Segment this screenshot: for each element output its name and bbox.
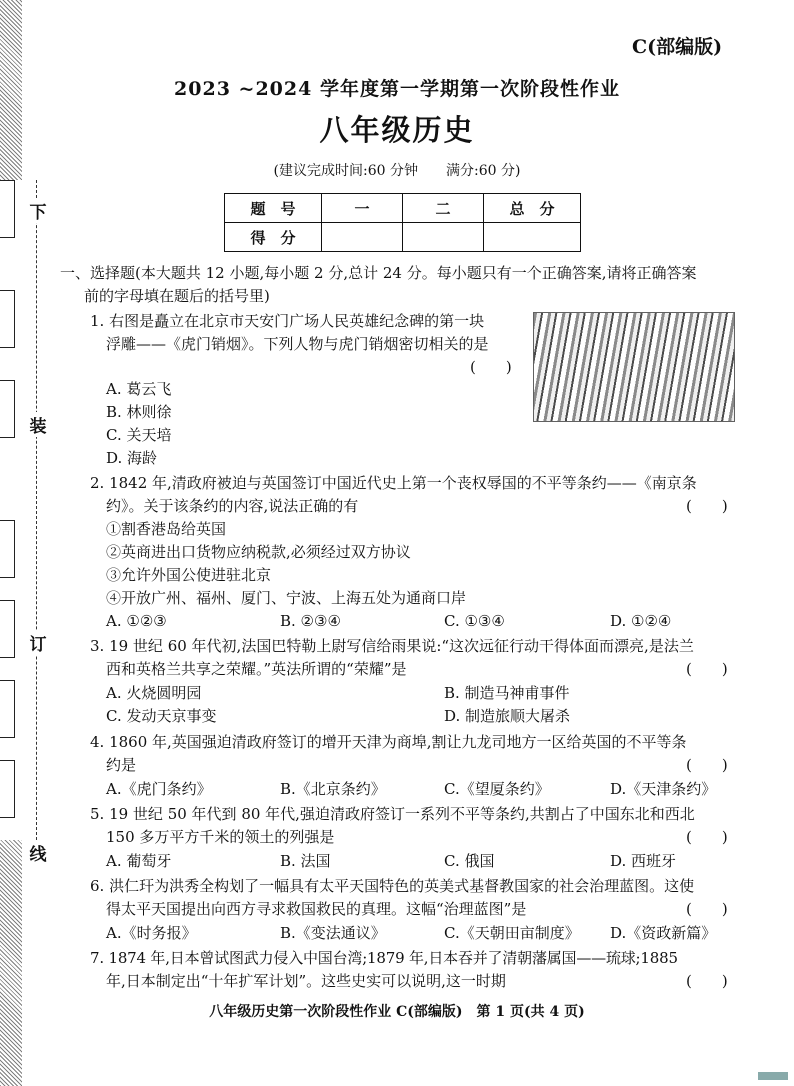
binding-box — [0, 760, 15, 818]
answer-bracket: ( ) — [686, 828, 728, 846]
binding-char: 订 — [28, 630, 48, 655]
binding-box — [0, 290, 15, 348]
option: D.《资政新篇》 — [610, 924, 717, 942]
score-label: 得 分 — [225, 223, 322, 252]
binding-box — [0, 380, 15, 438]
section-heading: 一、选择题(本大题共 12 小题,每小题 2 分,总计 24 分。每小题只有一个正确答案,请将正确答案 — [60, 264, 697, 282]
binding-char: 下 — [28, 198, 48, 223]
question-4-text: 4. 1860 年,英国强迫清政府签订的增开天津为商埠,割让九龙司地方一区给英国的不平等条 — [90, 733, 687, 751]
answer-bracket: ( ) — [686, 497, 728, 515]
option: C. ①③④ — [444, 612, 505, 630]
watermark-logo — [758, 1072, 788, 1080]
option: C. 俄国 — [444, 852, 495, 870]
score-header: 一 — [322, 194, 403, 223]
relief-sculpture-image — [533, 312, 735, 422]
statement-item: ③允许外国公使进驻北京 — [106, 566, 272, 584]
option: C. 关天培 — [106, 426, 172, 444]
subject-title: 八年级历史 — [319, 113, 475, 147]
binding-char: 线 — [28, 840, 48, 865]
option: C. 发动天京事变 — [106, 707, 217, 725]
edition-label: C(部编版) — [632, 36, 723, 58]
answer-bracket: ( ) — [686, 756, 728, 774]
option: A.《虎门条约》 — [106, 780, 212, 798]
option: C.《望厦条约》 — [444, 780, 550, 798]
question-4-text: 约是 — [106, 756, 137, 774]
exam-title: 2023 ~2024 学年度第一学期第一次阶段性作业 — [174, 78, 620, 100]
binding-char: 装 — [28, 412, 48, 437]
binding-box — [0, 680, 15, 738]
score-cell — [484, 223, 581, 252]
option: A. 葛云飞 — [106, 380, 172, 398]
statement-item: ①割香港岛给英国 — [106, 520, 227, 538]
question-3-text: 西和英格兰共享之荣耀。”英法所谓的“荣耀”是 — [106, 660, 407, 678]
option: B. 制造马神甫事件 — [444, 684, 570, 702]
option: B. 林则徐 — [106, 403, 172, 421]
option: A. 火烧圆明园 — [106, 684, 202, 702]
question-1-text: 浮雕——《虎门销烟》。下列人物与虎门销烟密切相关的是 — [106, 335, 489, 353]
binding-texture-bottom — [0, 840, 22, 1086]
statement-item: ②英商进出口货物应纳税款,必须经过双方协议 — [106, 543, 411, 561]
option: D. 海龄 — [106, 449, 158, 467]
page-footer: 八年级历史第一次阶段性作业 C(部编版) 第 1 页(共 4 页) — [209, 1004, 585, 1020]
question-1-text: 1. 右图是矗立在北京市天安门广场人民英雄纪念碑的第一块 — [90, 312, 485, 330]
option: C.《天朝田亩制度》 — [444, 924, 580, 942]
option: A. ①②③ — [106, 612, 167, 630]
question-5-text: 150 多万平方千米的领土的列强是 — [106, 828, 335, 846]
question-7-text: 7. 1874 年,日本曾试图武力侵入中国台湾;1879 年,日本吞并了清朝藩属国——琉球;1885 — [90, 949, 678, 967]
answer-bracket: ( ) — [470, 358, 512, 376]
question-2-text: 约》。关于该条约的内容,说法正确的有 — [106, 497, 359, 515]
score-header: 总 分 — [484, 194, 581, 223]
score-header: 题 号 — [225, 194, 322, 223]
option: D. ①②④ — [610, 612, 672, 630]
option: D.《天津条约》 — [610, 780, 717, 798]
exam-info: (建议完成时间:60 分钟 满分:60 分) — [273, 163, 521, 179]
binding-dashed-line — [36, 180, 37, 840]
answer-bracket: ( ) — [686, 660, 728, 678]
answer-bracket: ( ) — [686, 972, 728, 990]
option: B.《变法通议》 — [280, 924, 386, 942]
option: A. 葡萄牙 — [106, 852, 172, 870]
option: B. ②③④ — [280, 612, 341, 630]
answer-bracket: ( ) — [686, 900, 728, 918]
question-7-text: 年,日本制定出“十年扩军计划”。这些史实可以说明,这一时期 — [106, 972, 506, 990]
score-table — [224, 193, 581, 252]
question-6-text: 得太平天国提出向西方寻求救国救民的真理。这幅“治理蓝图”是 — [106, 900, 527, 918]
statement-item: ④开放广州、福州、厦门、宁波、上海五处为通商口岸 — [106, 589, 467, 607]
section-heading-cont: 前的字母填在题后的括号里) — [84, 287, 270, 305]
score-cell — [322, 223, 403, 252]
score-header: 二 — [403, 194, 484, 223]
option: B. 法国 — [280, 852, 331, 870]
score-cell — [403, 223, 484, 252]
question-2-text: 2. 1842 年,清政府被迫与英国签订中国近代史上第一个丧权辱国的不平等条约——《南京条 — [90, 474, 697, 492]
binding-box — [0, 600, 15, 658]
option: D. 西班牙 — [610, 852, 677, 870]
option: D. 制造旅顺大屠杀 — [444, 707, 571, 725]
binding-box — [0, 180, 15, 238]
question-6-text: 6. 洪仁玕为洪秀全构划了一幅具有太平天国特色的英美式基督教国家的社会治理蓝图。这使 — [90, 877, 695, 895]
question-5-text: 5. 19 世纪 50 年代到 80 年代,强迫清政府签订一系列不平等条约,共割占了中国东北和西北 — [90, 805, 695, 823]
option: A.《时务报》 — [106, 924, 197, 942]
question-3-text: 3. 19 世纪 60 年代初,法国巴特勒上尉写信给雨果说:“这次远征行动干得体面而漂亮,是法兰 — [90, 637, 694, 655]
option: B.《北京条约》 — [280, 780, 386, 798]
binding-box — [0, 520, 15, 578]
